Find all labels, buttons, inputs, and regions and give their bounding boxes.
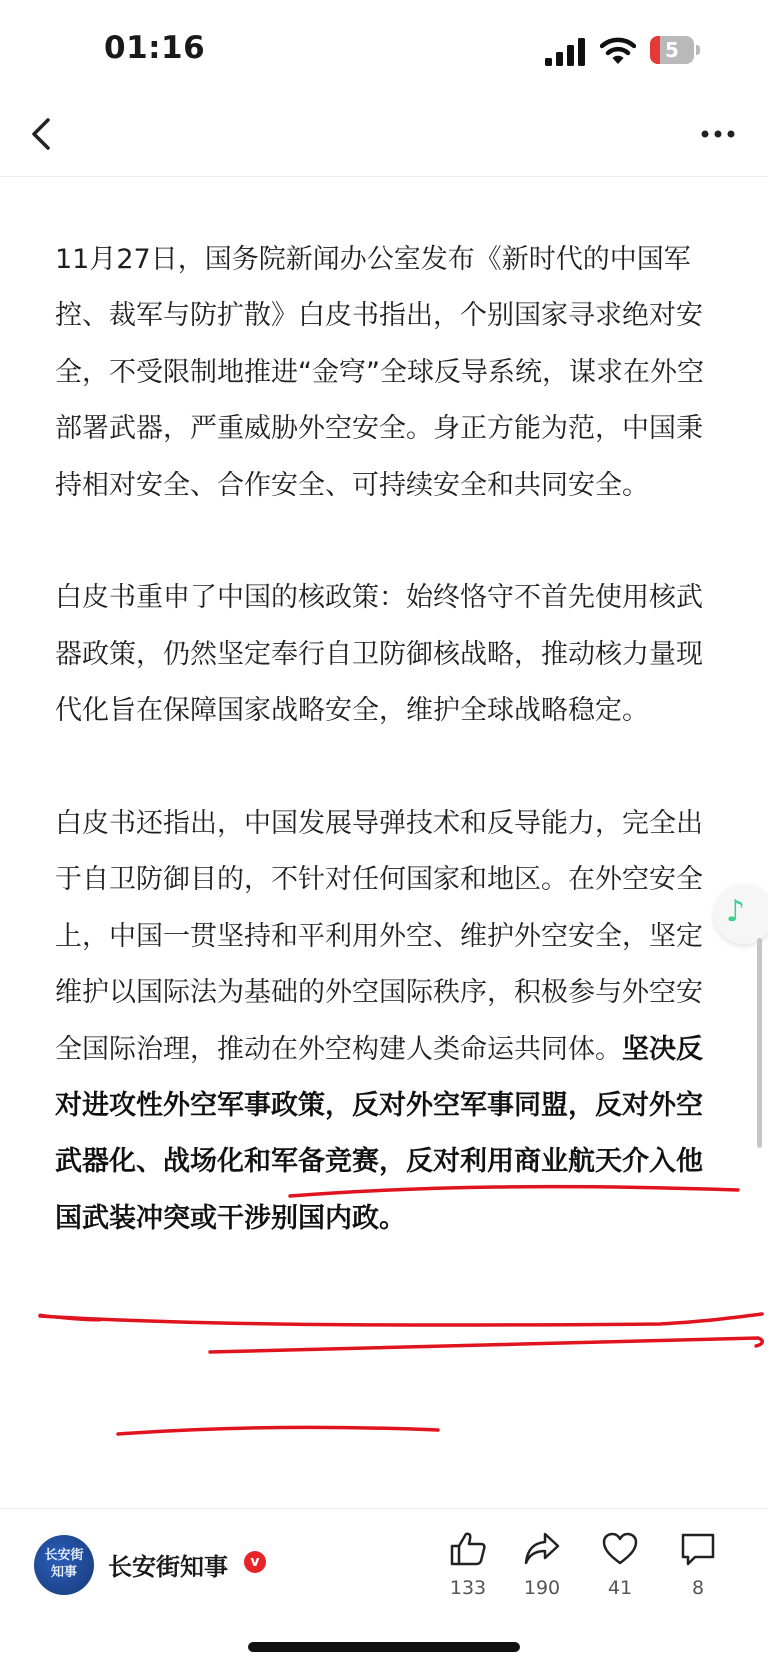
more-icon[interactable] [700,128,736,140]
article-paragraph: 11月27日，国务院新闻办公室发布《新时代的中国军控、裁军与防扩散》白皮书指出，个别国家寻求绝对安全，不受限制地推进“金穹”全球反导系统，谋求在外空部署武器，严重威胁外空安全。身正方能为范，中国秉持相对安全、合作安全、可持续安全和共同安全。 [55,244,704,501]
top-nav-bar [0,100,768,177]
like-button[interactable] [438,1531,498,1599]
favorite-count: 41 [607,1577,633,1599]
article-paragraph [55,796,715,1247]
cellular-signal-icon [545,38,587,66]
comment-button[interactable] [668,1531,728,1599]
author-name[interactable]: 长安街知事 [108,1553,228,1581]
floating-music-button[interactable] [714,884,768,944]
share-button[interactable] [512,1531,572,1599]
article-body [55,232,715,1304]
share-count: 190 [523,1577,561,1599]
verified-badge: v [244,1551,266,1573]
like-icon [449,1531,487,1567]
battery-icon [650,36,702,64]
battery-level: 5 [665,38,679,62]
highlighted-statement: 坚决反对进攻性外空军事政策，反对外空军事同盟，反对外空武器化、战场化和军备竞赛，反对利用商业航天介入他国武装冲突或干涉别国内政。 [55,1033,703,1234]
status-time: 01:16 [104,30,206,66]
article-paragraph-text: 白皮书还指出，中国发展导弹技术和反导能力，完全出于自卫防御目的，不针对任何国家和地区。在外空安全上，中国一贯坚持和平利用外空、维护外空安全，坚定维护以国际法为基础的外空国际秩序，积极参与外空安全国际治理，推动在外空构建人类命运共同体。 [55,808,703,1065]
avatar-text-line: 长安街 [44,1548,84,1563]
comment-count: 8 [691,1577,705,1599]
comment-icon [679,1531,717,1567]
wifi-icon [600,36,636,66]
avatar-text-line: 知事 [50,1565,77,1580]
share-icon [523,1531,561,1567]
article-paragraph: 白皮书重申了中国的核政策：始终恪守不首先使用核武器政策，仍然坚定奉行自卫防御核战略，推动核力量现代化旨在保障国家战略安全，维护全球战略稳定。 [55,582,703,727]
back-icon[interactable] [26,114,56,154]
heart-icon [601,1531,639,1567]
scrollbar[interactable] [757,938,762,1148]
like-count: 133 [449,1577,487,1599]
favorite-button[interactable] [590,1531,650,1599]
battery-level-fill [650,36,660,64]
status-bar [0,0,768,100]
author-avatar[interactable] [34,1535,94,1595]
home-indicator[interactable] [248,1642,520,1652]
music-icon: ♪ [726,894,746,929]
